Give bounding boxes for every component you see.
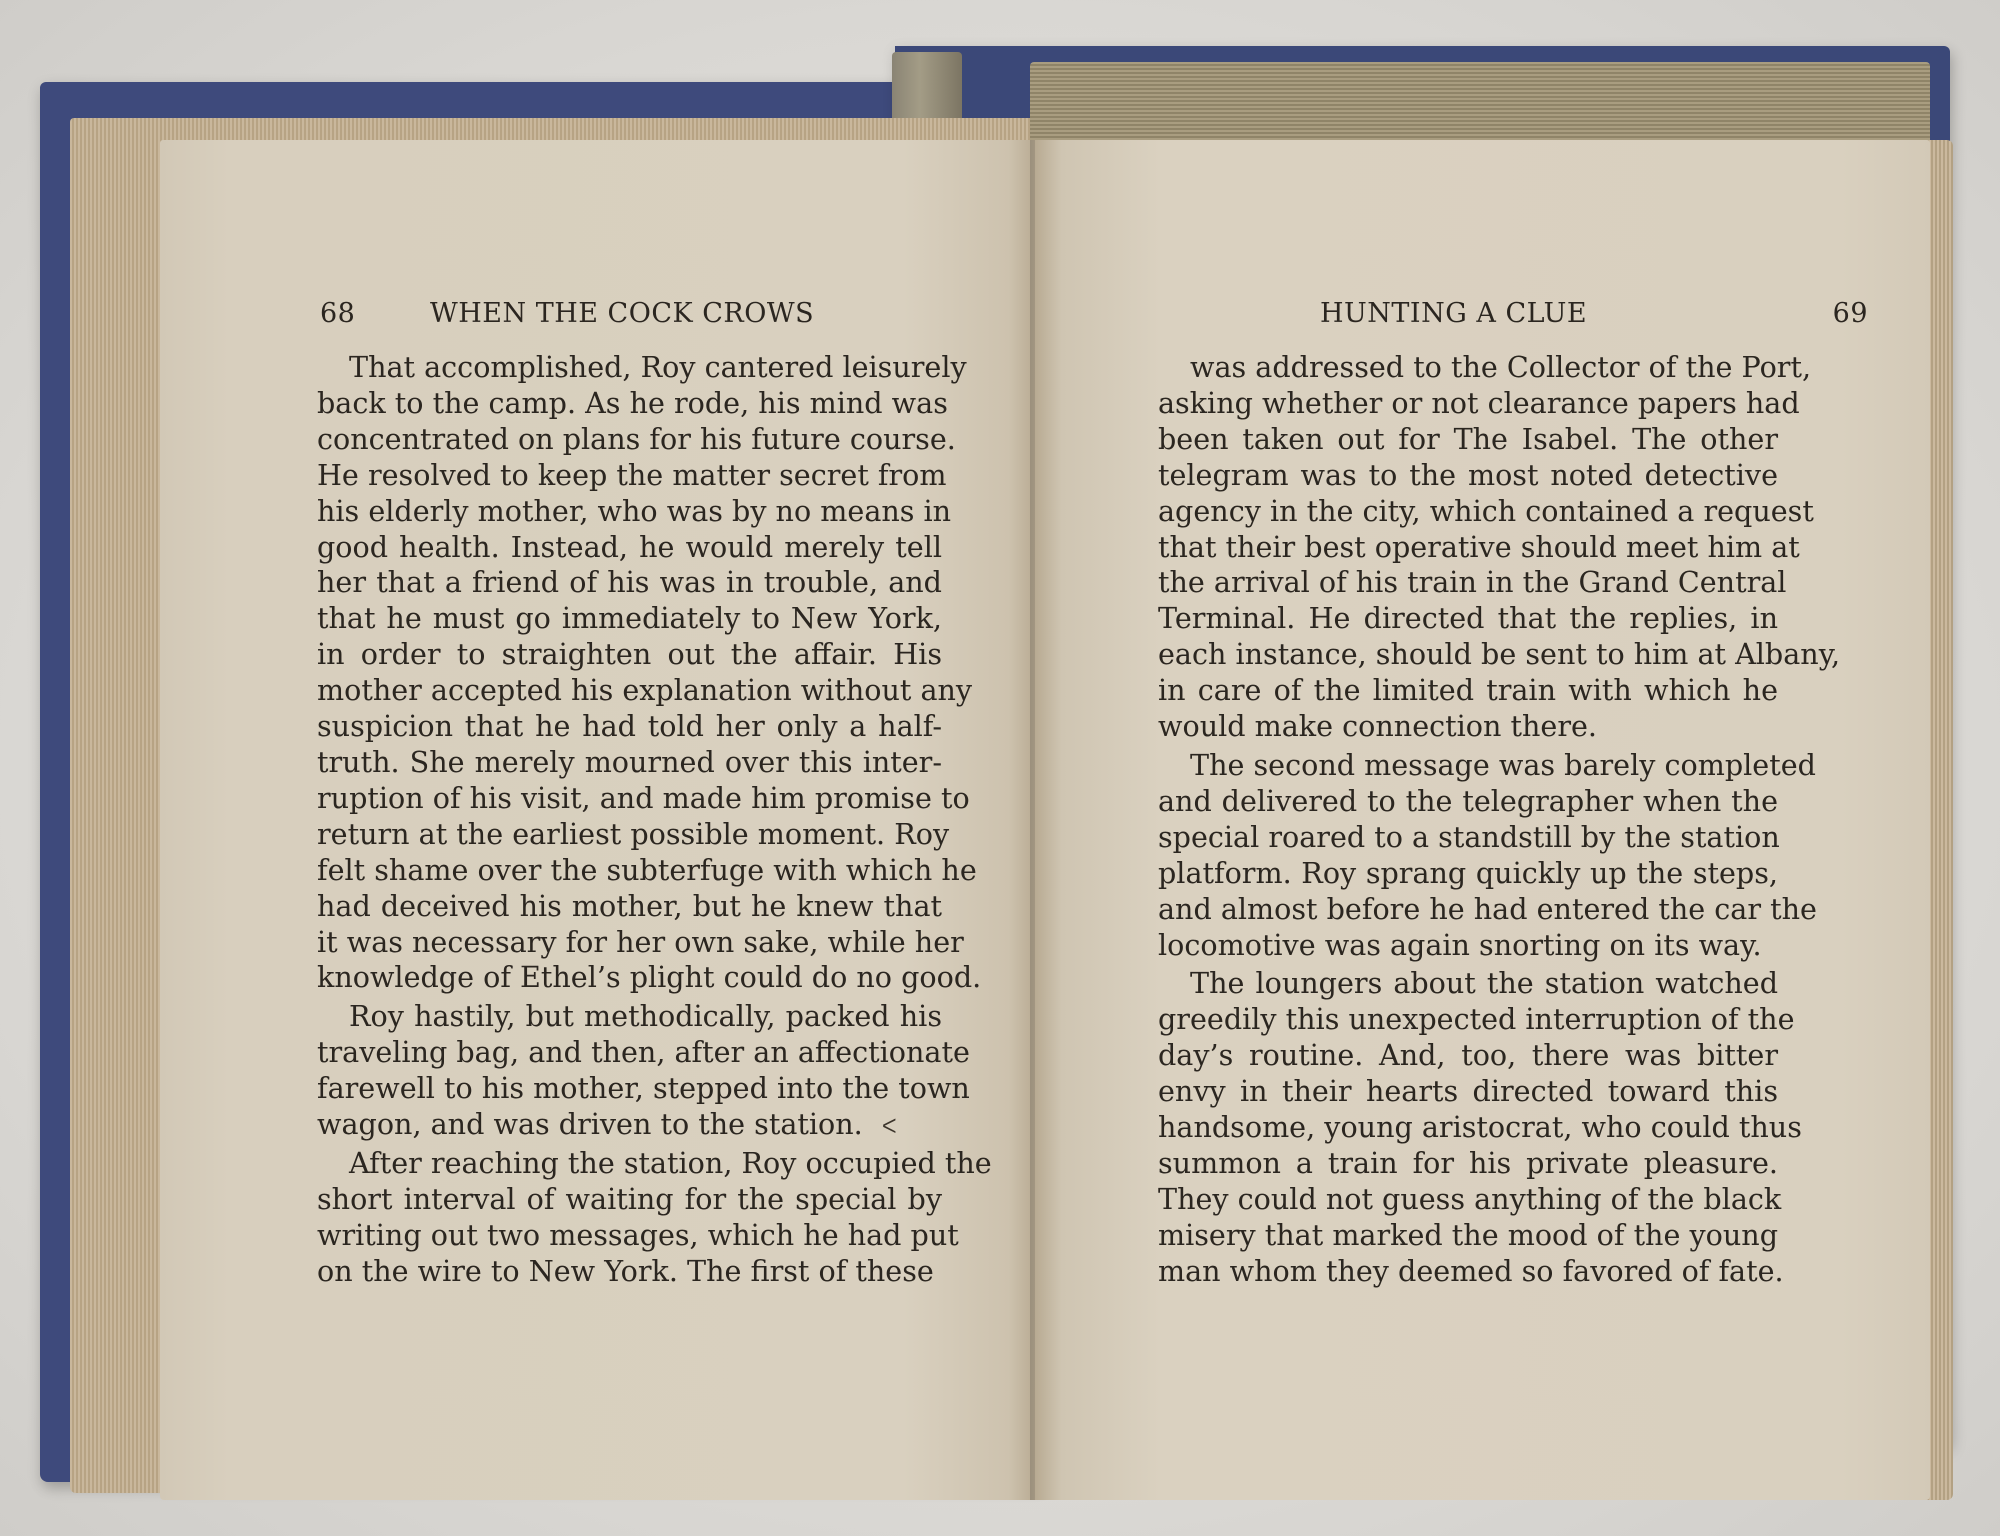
text-line: envy in their hearts directed toward this xyxy=(1158,1074,1778,1109)
text-line: He resolved to keep the matter secret from xyxy=(317,457,947,492)
text-line: agency in the city, which contained a request xyxy=(1158,493,1814,528)
text-line: farewell to his mother, stepped into the town xyxy=(317,1071,970,1106)
text-line: concentrated on plans for his future course. xyxy=(317,421,956,456)
right-page xyxy=(1035,140,1930,1500)
text-line: Terminal. He directed that the replies, in xyxy=(1158,601,1778,636)
text-line: felt shame over the subterfuge with which he xyxy=(317,852,977,887)
text-line: good health. Instead, he would merely tell xyxy=(317,529,942,564)
paragraph xyxy=(1158,350,1841,745)
text-line: and delivered to the telegrapher when the xyxy=(1158,783,1778,818)
text-line: locomotive was again snorting on its way. xyxy=(1158,927,1762,962)
text-line: that their best operative should meet him at xyxy=(1158,529,1800,564)
text-line: in care of the limited train with which he xyxy=(1158,673,1778,708)
text-line: short interval of waiting for the special by xyxy=(317,1181,942,1216)
text-line: traveling bag, and then, after an affectionate xyxy=(317,1035,970,1070)
text-line: day’s routine. And, too, there was bitter xyxy=(1158,1038,1778,1073)
text-line: would make connection there. xyxy=(1158,709,1598,744)
text-line: and almost before he had entered the car the xyxy=(1158,891,1817,926)
text-line: asking whether or not clearance papers had xyxy=(1158,385,1800,420)
text-line: The second message was barely completed xyxy=(1190,747,1816,782)
paragraph xyxy=(317,350,982,996)
text-line: After reaching the station, Roy occupied the xyxy=(349,1145,992,1180)
text-line: They could not guess anything of the black xyxy=(1158,1181,1782,1216)
text-line: Roy hastily, but methodically, packed his xyxy=(349,999,942,1034)
text-line: been taken out for The Isabel. The other xyxy=(1158,421,1778,456)
text-line: telegram was to the most noted detective xyxy=(1158,457,1778,492)
text-line: in order to straighten out the affair. His xyxy=(317,637,942,672)
page-edges-top-right xyxy=(1030,62,1930,150)
text-line: it was necessary for her own sake, while her xyxy=(317,924,964,959)
text-line: his elderly mother, who was by no means in xyxy=(317,493,952,528)
text-line: back to the camp. As he rode, his mind was xyxy=(317,385,948,420)
text-line: mother accepted his explanation without any xyxy=(317,673,973,708)
text-line: ruption of his visit, and made him promise to xyxy=(317,780,970,815)
text-line: return at the earliest possible moment. Roy xyxy=(317,816,950,851)
text-line: misery that marked the mood of the young xyxy=(1158,1217,1778,1252)
text-line: each instance, should be sent to him at Albany, xyxy=(1158,637,1841,672)
text-line: summon a train for his private pleasure. xyxy=(1158,1145,1778,1180)
text-line: the arrival of his train in the Grand Central xyxy=(1158,565,1787,600)
paragraph xyxy=(317,1145,992,1290)
text-line: suspicion that he had told her only a half- xyxy=(317,709,942,744)
text-line: greedily this unexpected interruption of the xyxy=(1158,1002,1795,1037)
left-body-text xyxy=(317,350,992,1293)
text-line: handsome, young aristocrat, who could thus xyxy=(1158,1110,1802,1145)
text-line: special roared to a standstill by the station xyxy=(1158,819,1780,854)
text-line: had deceived his mother, but he knew that xyxy=(317,888,942,923)
text-line: on the wire to New York. The first of these xyxy=(317,1253,934,1288)
text-line: truth. She merely mourned over this inter- xyxy=(317,744,942,779)
text-line: her that a friend of his was in trouble, and xyxy=(317,565,942,600)
text-line: wagon, and was driven to the station. xyxy=(317,1107,863,1142)
paragraph xyxy=(317,999,970,1143)
text-line: platform. Roy sprang quickly up the steps, xyxy=(1158,855,1778,890)
paragraph xyxy=(1158,747,1817,963)
left-page xyxy=(160,140,1035,1500)
right-page-number: 69 xyxy=(1832,298,1868,329)
stray-mark: ᐸ xyxy=(882,1114,897,1138)
text-line: that he must go immediately to New York, xyxy=(317,601,942,636)
text-line: That accomplished, Roy cantered leisurely xyxy=(349,350,967,384)
left-page-number: 68 xyxy=(320,298,356,329)
text-line: knowledge of Ethel’s plight could do no good. xyxy=(317,960,982,995)
left-running-head: WHEN THE COCK CROWS xyxy=(430,298,815,329)
right-running-head: HUNTING A CLUE xyxy=(1320,298,1588,329)
text-line: The loungers about the station watched xyxy=(1190,966,1778,1001)
text-line: was addressed to the Collector of the Port, xyxy=(1190,350,1812,384)
paragraph xyxy=(1158,966,1802,1289)
right-body-text xyxy=(1158,350,1841,1293)
text-line: writing out two messages, which he had put xyxy=(317,1217,959,1252)
text-line: man whom they deemed so favored of fate. xyxy=(1158,1253,1784,1288)
